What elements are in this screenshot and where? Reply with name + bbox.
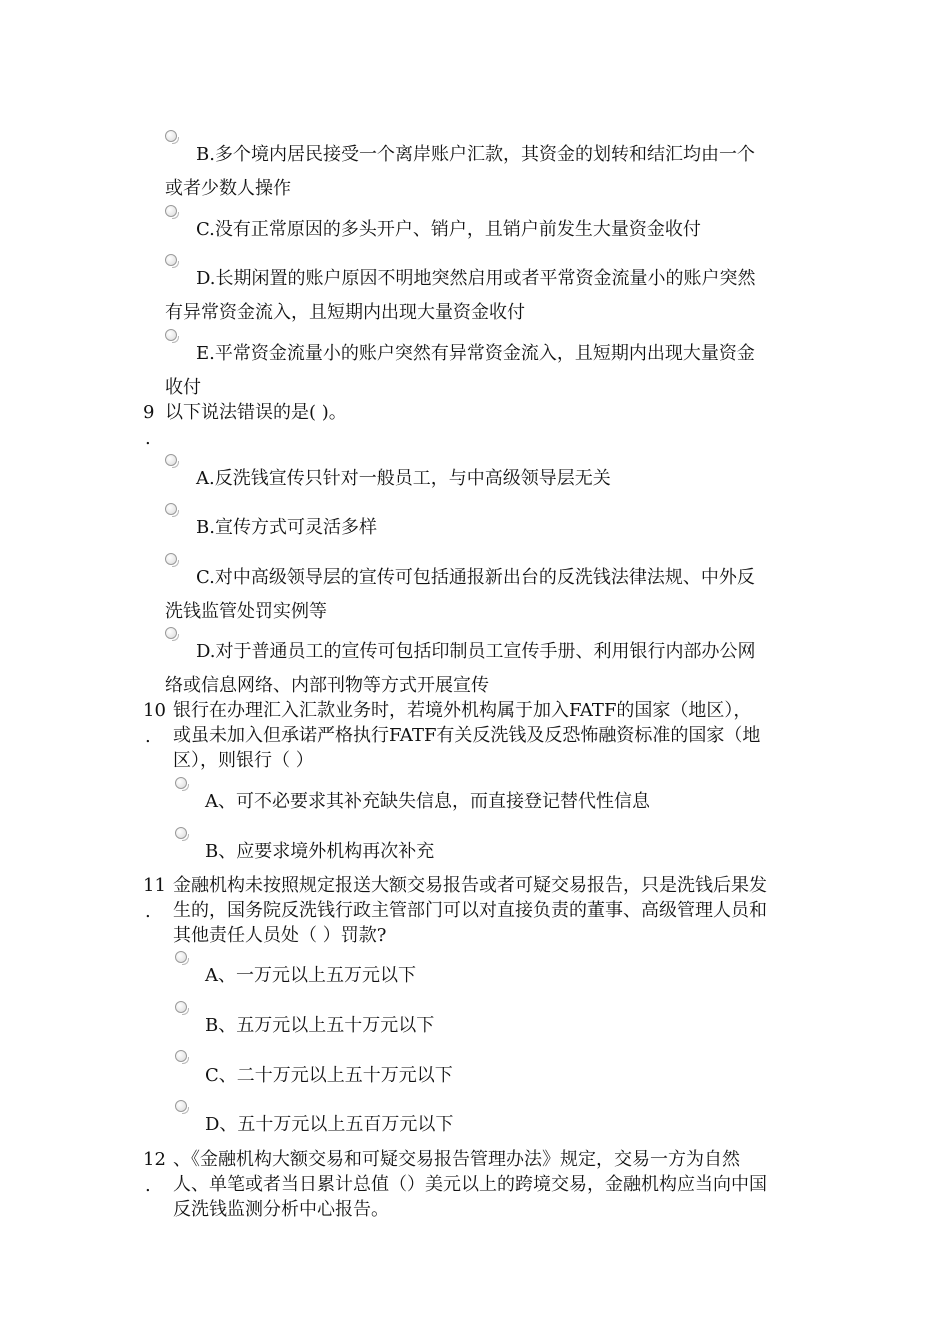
option-text-cont: 或者少数人操作 [165,178,291,199]
question-number-dot: . [145,901,151,922]
option-text: A.反洗钱宣传只针对一般员工，与中高级领导层无关 [196,468,611,489]
radio-button-icon[interactable] [175,827,187,839]
question-stem: 人、单笔或者当日累计总值（）美元以上的跨境交易，金融机构应当向中国 [173,1174,767,1195]
question-stem: 、《金融机构大额交易和可疑交易报告管理办法》规定，交易一方为自然 [173,1149,740,1170]
question-stem: 反洗钱监测分析中心报告。 [173,1199,389,1220]
option-text: B、五万元以上五十万元以下 [205,1015,435,1036]
question-number-dot: . [145,726,151,747]
question-stem: 或虽未加入但承诺严格执行FATF有关反洗钱及反恐怖融资标准的国家（地 [173,725,761,746]
radio-button-icon[interactable] [175,951,187,963]
radio-button-icon[interactable] [165,329,177,341]
option-text-cont: 有异常资金流入，且短期内出现大量资金收付 [165,302,525,323]
question-number-dot: . [145,1175,151,1196]
option-text: D.长期闲置的账户原因不明地突然启用或者平常资金流量小的账户突然 [196,268,756,289]
radio-button-icon[interactable] [165,130,177,142]
radio-button-icon[interactable] [175,777,187,789]
radio-button-icon[interactable] [165,454,177,466]
question-stem: 区），则银行（ ） [173,750,314,771]
question-stem: 以下说法错误的是( )。 [165,402,347,423]
question-number: 11 [143,875,166,896]
option-text: C、二十万元以上五十万元以下 [205,1065,453,1086]
question-stem: 生的，国务院反洗钱行政主管部门可以对直接负责的董事、高级管理人员和 [173,900,767,921]
option-text: B、应要求境外机构再次补充 [205,841,435,862]
question-number-dot: . [145,428,151,449]
question-stem: 其他责任人员处（ ）罚款? [173,925,387,946]
option-text: E.平常资金流量小的账户突然有异常资金流入，且短期内出现大量资金 [196,343,755,364]
option-text: B.多个境内居民接受一个离岸账户汇款，其资金的划转和结汇均由一个 [196,144,755,165]
radio-button-icon[interactable] [165,627,177,639]
option-text-cont: 络或信息网络、内部刊物等方式开展宣传 [165,675,489,696]
radio-button-icon[interactable] [175,1050,187,1062]
radio-button-icon[interactable] [175,1001,187,1013]
question-stem: 金融机构未按照规定报送大额交易报告或者可疑交易报告，只是洗钱后果发 [173,875,767,896]
question-number: 10 [143,700,166,721]
option-text: B.宣传方式可灵活多样 [196,517,377,538]
radio-button-icon[interactable] [165,254,177,266]
option-text: C.没有正常原因的多头开户、销户，且销户前发生大量资金收付 [196,219,701,240]
question-stem: 银行在办理汇入汇款业务时，若境外机构属于加入FATF的国家（地区）， [173,700,752,721]
radio-button-icon[interactable] [165,503,177,515]
option-text: D、五十万元以上五百万元以下 [205,1114,454,1135]
option-text: C.对中高级领导层的宣传可包括通报新出台的反洗钱法律法规、中外反 [196,567,755,588]
radio-button-icon[interactable] [175,1100,187,1112]
question-number: 12 [143,1149,166,1170]
question-number: 9 [143,402,155,423]
option-text: A、可不必要求其补充缺失信息，而直接登记替代性信息 [205,791,650,812]
option-text: A、一万元以上五万元以下 [205,965,416,986]
radio-button-icon[interactable] [165,205,177,217]
radio-button-icon[interactable] [165,553,177,565]
option-text-cont: 洗钱监管处罚实例等 [165,601,327,622]
option-text-cont: 收付 [165,377,201,398]
option-text: D.对于普通员工的宣传可包括印制员工宣传手册、利用银行内部办公网 [196,641,756,662]
